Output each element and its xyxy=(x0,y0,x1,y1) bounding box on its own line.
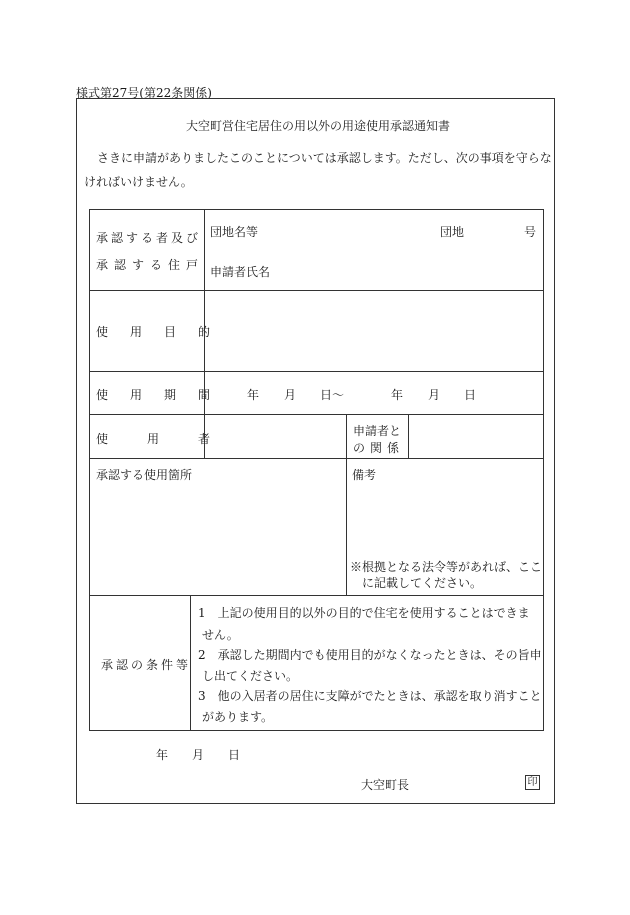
room-number-label: 号 xyxy=(524,225,537,239)
remarks-label: 備考 xyxy=(352,468,377,482)
row-divider xyxy=(89,414,544,415)
relation-label-line-2: の関係 xyxy=(353,441,405,455)
issue-date-year: 年 xyxy=(156,748,169,762)
conditions-label: 承認の条件等 xyxy=(101,658,192,672)
row-divider xyxy=(89,371,544,372)
user-field[interactable] xyxy=(206,416,344,456)
period-day-from: 日〜 xyxy=(320,388,345,402)
remarks-note-line-2: に記載してください。 xyxy=(362,576,483,590)
location-field[interactable] xyxy=(91,484,344,593)
period-day-to: 日 xyxy=(464,388,477,402)
form-number: 様式第27号(第22条関係) xyxy=(76,86,212,100)
intro-line-2: ければいけません。 xyxy=(84,175,193,189)
condition-3-line-2: があります。 xyxy=(202,710,274,724)
relation-field[interactable] xyxy=(410,416,542,456)
column-divider xyxy=(346,414,347,595)
approved-person-label: 承認する者及び xyxy=(96,231,202,245)
issue-date-month: 月 xyxy=(192,748,205,762)
user-label: 使 用 者 xyxy=(96,432,216,446)
condition-2-line-1: 2 承認した期間内でも使用目的がなくなったときは、その旨申 xyxy=(198,648,542,662)
condition-1-line-2: せん。 xyxy=(202,628,239,642)
purpose-label: 使 用 目 的 xyxy=(96,325,216,339)
relation-label-line-1: 申請者と xyxy=(353,424,402,438)
issue-date-day: 日 xyxy=(228,748,241,762)
danchi-label: 団地 xyxy=(440,225,465,239)
condition-3-line-1: 3 他の入居者の居住に支障がでたときは、承認を取り消すこと xyxy=(198,689,542,703)
seal-mark: 印 xyxy=(525,775,540,790)
period-month-from: 月 xyxy=(284,388,297,402)
form-title: 大空町営住宅居住の用以外の用途使用承認通知書 xyxy=(186,119,451,133)
approved-dwelling-label: 承認する住戸 xyxy=(96,258,205,272)
row-divider xyxy=(89,290,544,291)
applicant-name-field[interactable] xyxy=(280,256,535,282)
issuer-name: 大空町長 xyxy=(361,778,410,792)
row-divider xyxy=(89,595,544,596)
period-label: 使 用 期 間 xyxy=(96,388,216,402)
column-divider xyxy=(408,414,409,458)
period-year-from: 年 xyxy=(247,388,260,402)
condition-2-line-2: し出てください。 xyxy=(202,669,299,683)
condition-1-line-1: 1 上記の使用目的以外の目的で住宅を使用することはできま xyxy=(198,606,530,620)
applicant-name-label: 申請者氏名 xyxy=(210,265,271,279)
purpose-field[interactable] xyxy=(206,292,542,369)
period-month-to: 月 xyxy=(428,388,441,402)
row-divider xyxy=(89,458,544,459)
remarks-note-line-1: ※根拠となる法令等があれば、ここ xyxy=(350,560,543,574)
location-label: 承認する使用箇所 xyxy=(96,468,193,482)
danchi-name-label: 団地名等 xyxy=(210,225,259,239)
period-year-to: 年 xyxy=(391,388,404,402)
intro-line-1: さきに申請がありましたこのことについては承認します。ただし、次の事項を守らな xyxy=(97,151,552,165)
